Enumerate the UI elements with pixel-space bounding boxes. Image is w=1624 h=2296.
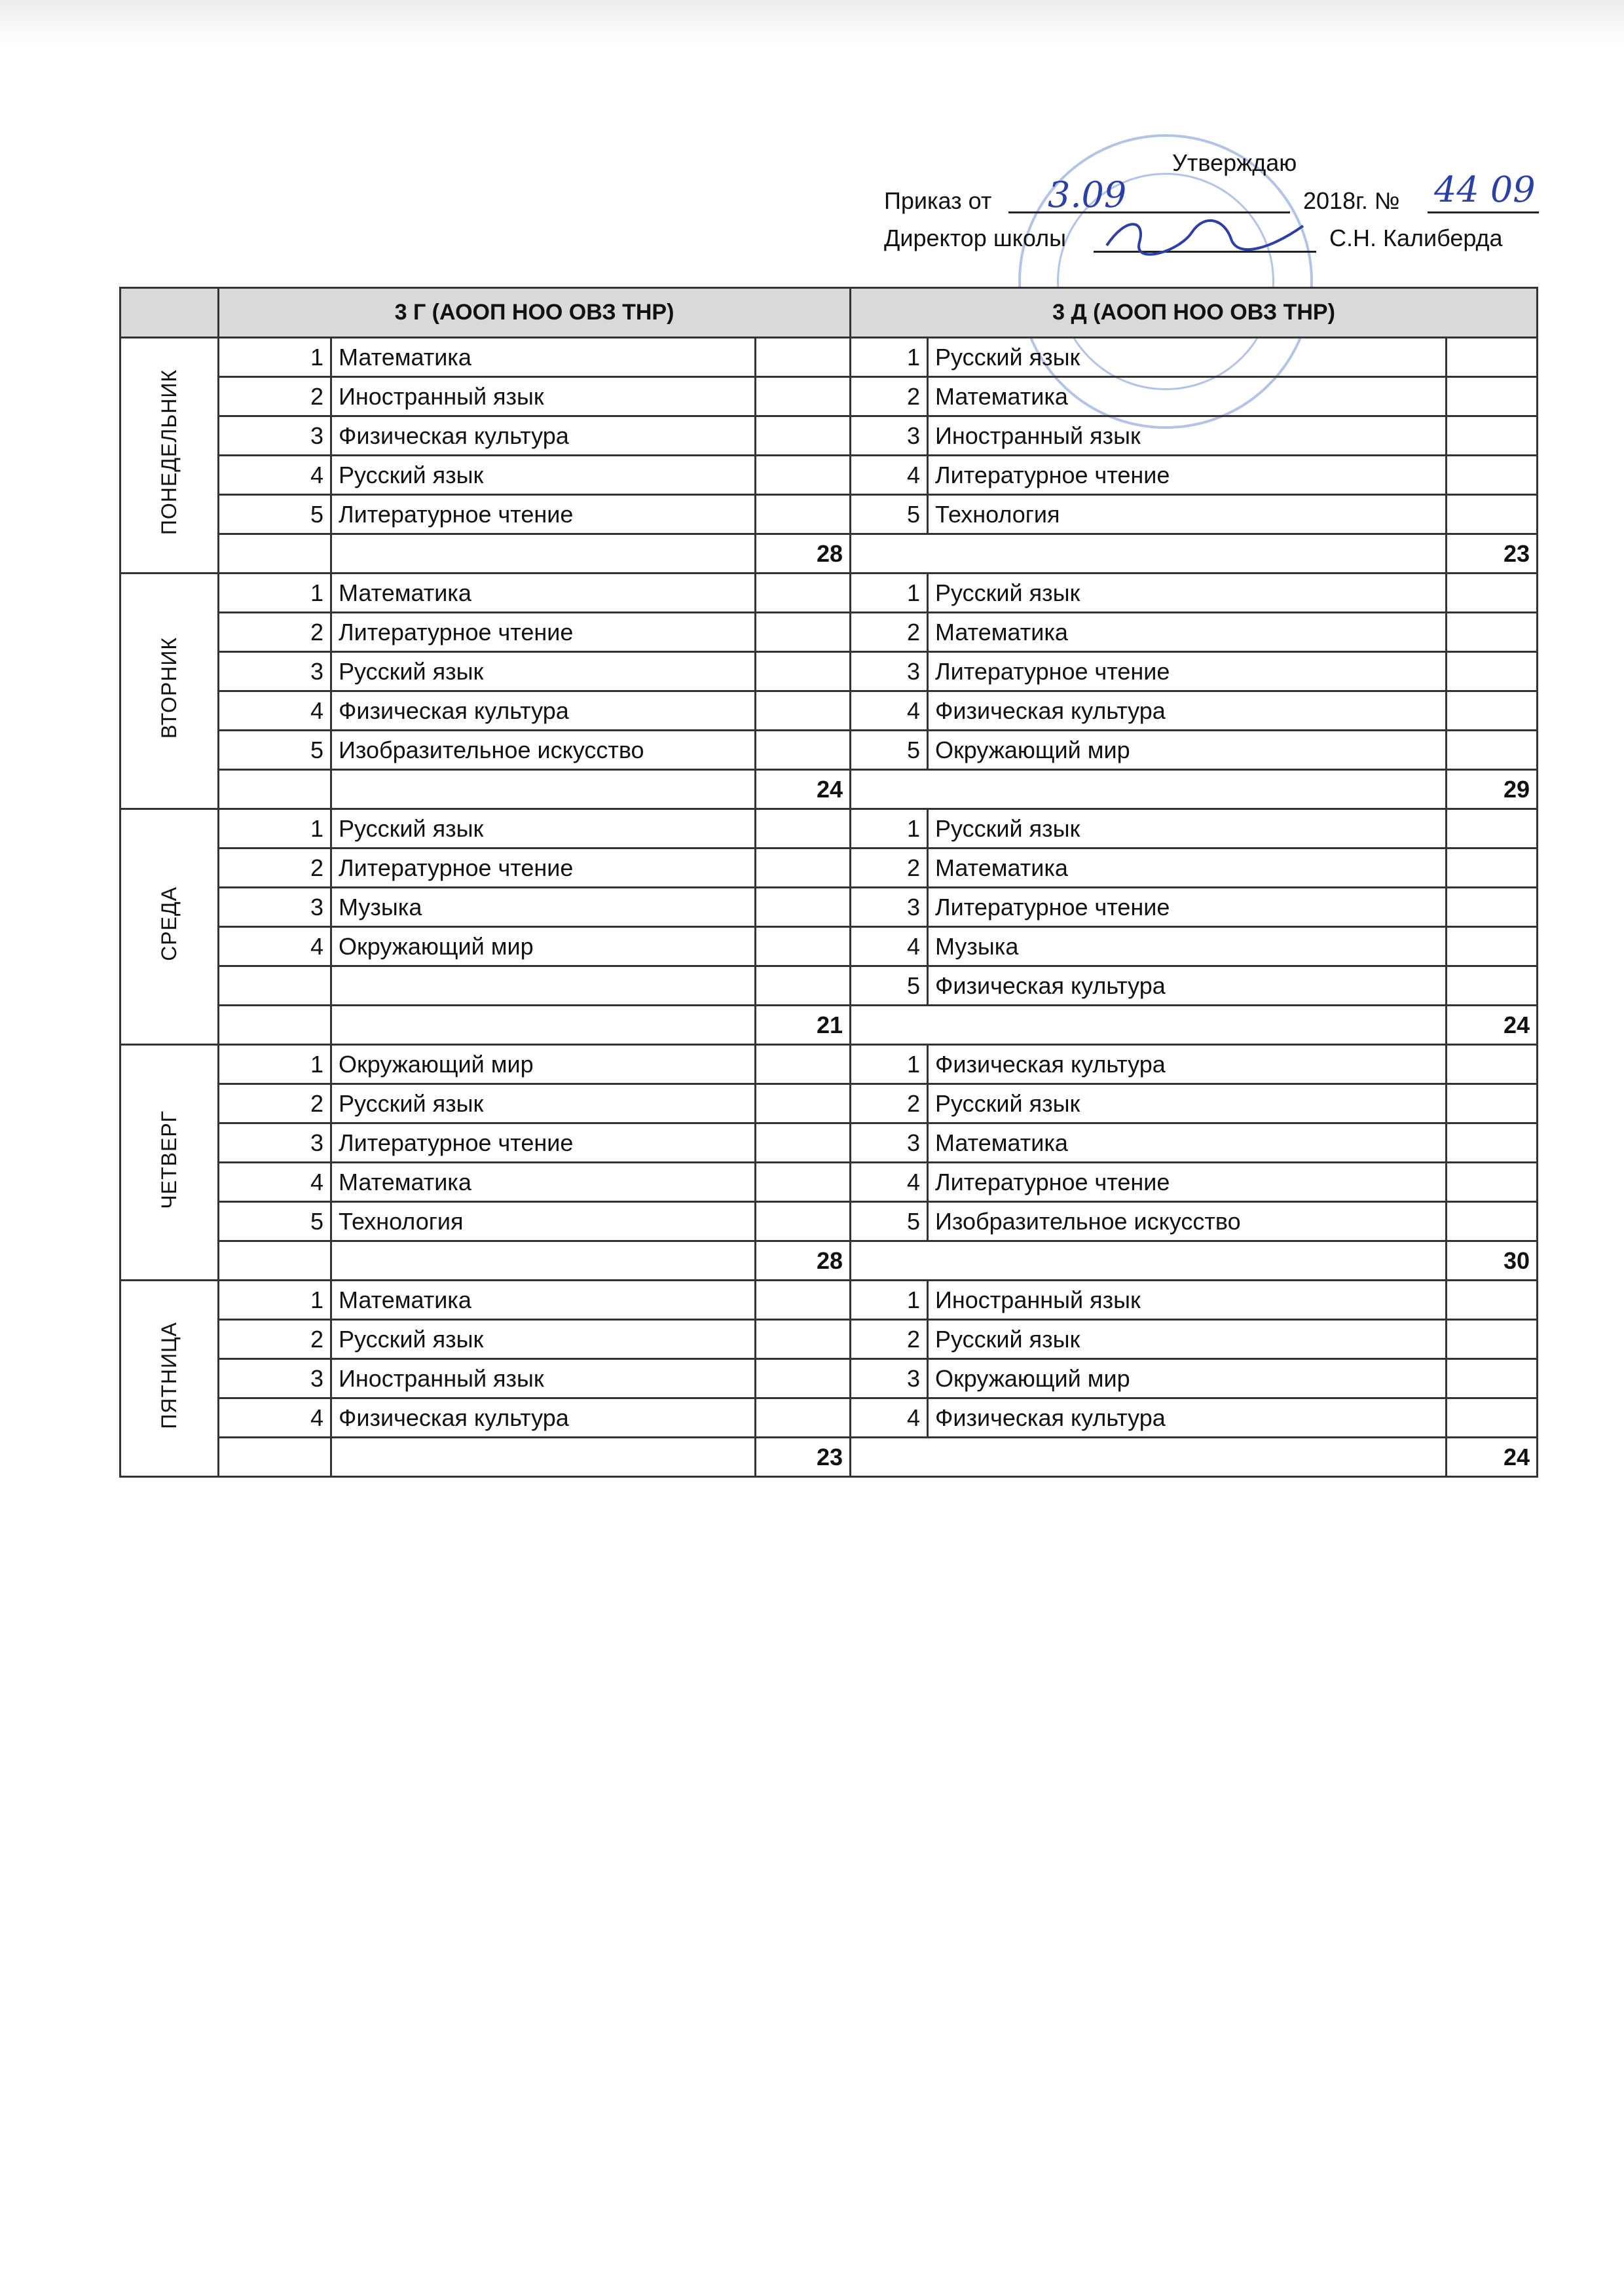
order-year: 2018г. № (1303, 187, 1400, 214)
subject-3d: Окружающий мир (928, 731, 1447, 770)
blank-cell (331, 1006, 756, 1045)
approval-block (884, 147, 1545, 265)
table-row (120, 1281, 1538, 1320)
day-label (120, 338, 219, 574)
subject-3g: Иностранный язык (331, 1359, 756, 1398)
lesson-number-3d: 2 (851, 1084, 928, 1123)
table-row (120, 338, 1538, 377)
hours-3d (1447, 416, 1538, 456)
blank-cell (331, 770, 756, 809)
lesson-number-3d: 3 (851, 1359, 928, 1398)
subject-3d: Изобразительное искусство (928, 1202, 1447, 1241)
order-number-handwritten: 44 09 (1434, 169, 1536, 210)
hours-3g (756, 495, 851, 534)
lesson-number-3d: 3 (851, 652, 928, 691)
lesson-number-3g: 1 (219, 574, 331, 613)
blank-cell (219, 1241, 331, 1281)
day-total-3d: 23 (1447, 534, 1538, 574)
lesson-number-3g: 5 (219, 731, 331, 770)
table-row (120, 966, 1538, 1006)
day-label (120, 1045, 219, 1281)
schedule-table (119, 287, 1538, 1478)
hours-3d (1447, 731, 1538, 770)
subject-3d: Математика (928, 848, 1447, 888)
director-signature (1100, 213, 1310, 259)
day-name: ПЯТНИЦА (157, 1322, 181, 1429)
class-header-3g: 3 Г (АООП НОО ОВЗ ТНР) (219, 288, 851, 338)
hours-3d (1447, 1202, 1538, 1241)
lesson-number-3d: 5 (851, 966, 928, 1006)
lesson-number-3g: 1 (219, 1045, 331, 1084)
hours-3d (1447, 377, 1538, 416)
header-row (120, 288, 1538, 338)
hours-3g (756, 1320, 851, 1359)
lesson-number-3g: 4 (219, 691, 331, 731)
table-row (120, 1202, 1538, 1241)
subject-3g: Физическая культура (331, 1398, 756, 1438)
hours-3d (1447, 1163, 1538, 1202)
table-row (120, 888, 1538, 927)
hours-3g (756, 1359, 851, 1398)
hours-3g (756, 1163, 851, 1202)
table-row (120, 809, 1538, 848)
hours-3d (1447, 574, 1538, 613)
lesson-number-3g: 1 (219, 1281, 331, 1320)
lesson-number-3d: 1 (851, 574, 928, 613)
subject-3d: Русский язык (928, 1320, 1447, 1359)
subject-3g (331, 966, 756, 1006)
lesson-number-3g: 2 (219, 613, 331, 652)
order-date-handwritten: 3.09 (1048, 174, 1127, 215)
hours-3g (756, 1123, 851, 1163)
day-label (120, 1281, 219, 1477)
day-label (120, 574, 219, 809)
day-total-3d: 30 (1447, 1241, 1538, 1281)
table-row (120, 652, 1538, 691)
subject-3d: Литературное чтение (928, 888, 1447, 927)
subject-3g: Русский язык (331, 809, 756, 848)
subject-3d: Математика (928, 377, 1447, 416)
day-total-3g: 21 (756, 1006, 851, 1045)
table-row (120, 1123, 1538, 1163)
lesson-number-3g: 4 (219, 456, 331, 495)
lesson-number-3d: 1 (851, 1045, 928, 1084)
lesson-number-3g: 3 (219, 416, 331, 456)
day-name: ПОНЕДЕЛЬНИК (157, 369, 181, 536)
hours-3g (756, 848, 851, 888)
lesson-number-3d: 3 (851, 1123, 928, 1163)
table-row (120, 927, 1538, 966)
hours-3g (756, 652, 851, 691)
lesson-number-3g: 3 (219, 1359, 331, 1398)
table-row (120, 574, 1538, 613)
lesson-number-3g: 1 (219, 338, 331, 377)
lesson-number-3g: 2 (219, 1320, 331, 1359)
lesson-number-3g: 5 (219, 495, 331, 534)
lesson-number-3d: 4 (851, 927, 928, 966)
table-row (120, 1359, 1538, 1398)
subject-3d: Литературное чтение (928, 1163, 1447, 1202)
lesson-number-3g: 4 (219, 1163, 331, 1202)
blank-cell (219, 1438, 331, 1477)
lesson-number-3d: 5 (851, 731, 928, 770)
subject-3d: Технология (928, 495, 1447, 534)
scan-shadow (0, 0, 1624, 46)
subject-3d: Литературное чтение (928, 652, 1447, 691)
blank-cell (851, 1241, 1447, 1281)
lesson-number-3d: 4 (851, 1398, 928, 1438)
director-name: С.Н. Калиберда (1329, 225, 1503, 251)
lesson-number-3d: 4 (851, 691, 928, 731)
lesson-number-3g: 4 (219, 1398, 331, 1438)
hours-3d (1447, 1281, 1538, 1320)
total-row (120, 770, 1538, 809)
hours-3d (1447, 1084, 1538, 1123)
lesson-number-3g: 2 (219, 1084, 331, 1123)
day-name: СРЕДА (157, 886, 181, 961)
subject-3d: Математика (928, 1123, 1447, 1163)
subject-3d: Литературное чтение (928, 456, 1447, 495)
hours-3d (1447, 456, 1538, 495)
subject-3g: Математика (331, 574, 756, 613)
hours-3d (1447, 652, 1538, 691)
hours-3g (756, 1202, 851, 1241)
lesson-number-3d: 2 (851, 377, 928, 416)
subject-3d: Иностранный язык (928, 1281, 1447, 1320)
table-row (120, 495, 1538, 534)
table-row (120, 456, 1538, 495)
hours-3d (1447, 1123, 1538, 1163)
subject-3d: Физическая культура (928, 1398, 1447, 1438)
subject-3g: Окружающий мир (331, 927, 756, 966)
lesson-number-3g: 5 (219, 1202, 331, 1241)
hours-3d (1447, 966, 1538, 1006)
day-total-3g: 28 (756, 1241, 851, 1281)
subject-3g: Русский язык (331, 456, 756, 495)
hours-3g (756, 416, 851, 456)
subject-3g: Физическая культура (331, 416, 756, 456)
hours-3d (1447, 1359, 1538, 1398)
blank-cell (851, 770, 1447, 809)
hours-3d (1447, 1398, 1538, 1438)
blank-cell (331, 1241, 756, 1281)
hours-3g (756, 1281, 851, 1320)
day-name: ЧЕТВЕРГ (157, 1110, 181, 1209)
blank-cell (851, 1438, 1447, 1477)
table-row (120, 377, 1538, 416)
lesson-number-3g: 2 (219, 848, 331, 888)
lesson-number-3d: 1 (851, 338, 928, 377)
lesson-number-3g: 4 (219, 927, 331, 966)
lesson-number-3d: 4 (851, 456, 928, 495)
hours-3d (1447, 809, 1538, 848)
hours-3g (756, 338, 851, 377)
subject-3g: Литературное чтение (331, 495, 756, 534)
subject-3d: Русский язык (928, 338, 1447, 377)
lesson-number-3d: 1 (851, 1281, 928, 1320)
blank-cell (331, 534, 756, 574)
subject-3g: Окружающий мир (331, 1045, 756, 1084)
subject-3g: Технология (331, 1202, 756, 1241)
subject-3d: Физическая культура (928, 1045, 1447, 1084)
lesson-number-3d: 5 (851, 1202, 928, 1241)
day-label (120, 809, 219, 1045)
subject-3d: Физическая культура (928, 966, 1447, 1006)
day-total-3d: 24 (1447, 1006, 1538, 1045)
hours-3g (756, 574, 851, 613)
subject-3d: Иностранный язык (928, 416, 1447, 456)
day-total-3g: 24 (756, 770, 851, 809)
lesson-number-3g: 1 (219, 809, 331, 848)
table-row (120, 1163, 1538, 1202)
subject-3d: Окружающий мир (928, 1359, 1447, 1398)
day-total-3d: 29 (1447, 770, 1538, 809)
blank-cell (219, 1006, 331, 1045)
lesson-number-3d: 3 (851, 888, 928, 927)
hours-3d (1447, 1045, 1538, 1084)
class-header-3d: 3 Д (АООП НОО ОВЗ ТНР) (851, 288, 1538, 338)
blank-cell (219, 534, 331, 574)
total-row (120, 1006, 1538, 1045)
hours-3d (1447, 848, 1538, 888)
hours-3g (756, 1084, 851, 1123)
subject-3g: Иностранный язык (331, 377, 756, 416)
blank-cell (331, 1438, 756, 1477)
subject-3d: Физическая культура (928, 691, 1447, 731)
hours-3g (756, 377, 851, 416)
table-row (120, 691, 1538, 731)
blank-cell (851, 534, 1447, 574)
hours-3d (1447, 495, 1538, 534)
subject-3d: Русский язык (928, 1084, 1447, 1123)
lesson-number-3d: 2 (851, 1320, 928, 1359)
hours-3d (1447, 613, 1538, 652)
lesson-number-3g: 3 (219, 888, 331, 927)
subject-3g: Математика (331, 338, 756, 377)
order-prefix: Приказ от (884, 187, 992, 214)
subject-3g: Русский язык (331, 1320, 756, 1359)
subject-3g: Литературное чтение (331, 613, 756, 652)
table-row (120, 613, 1538, 652)
hours-3g (756, 809, 851, 848)
hours-3g (756, 613, 851, 652)
lesson-number-3d: 3 (851, 416, 928, 456)
hours-3g (756, 888, 851, 927)
hours-3d (1447, 888, 1538, 927)
day-total-3d: 24 (1447, 1438, 1538, 1477)
hours-3g (756, 966, 851, 1006)
hours-3d (1447, 1320, 1538, 1359)
lesson-number-3g (219, 966, 331, 1006)
lesson-number-3d: 5 (851, 495, 928, 534)
table-row (120, 1398, 1538, 1438)
corner-cell (120, 288, 219, 338)
lesson-number-3g: 2 (219, 377, 331, 416)
table-row (120, 1084, 1538, 1123)
subject-3g: Русский язык (331, 1084, 756, 1123)
hours-3d (1447, 691, 1538, 731)
subject-3g: Литературное чтение (331, 848, 756, 888)
director-label: Директор школы (884, 225, 1066, 251)
total-row (120, 1438, 1538, 1477)
subject-3g: Изобразительное искусство (331, 731, 756, 770)
blank-cell (219, 770, 331, 809)
lesson-number-3g: 3 (219, 652, 331, 691)
subject-3d: Русский язык (928, 574, 1447, 613)
day-name: ВТОРНИК (157, 637, 181, 739)
table-row (120, 1320, 1538, 1359)
hours-3g (756, 1045, 851, 1084)
order-number-line (1428, 211, 1539, 213)
hours-3g (756, 691, 851, 731)
total-row (120, 534, 1538, 574)
table-row (120, 1045, 1538, 1084)
table-row (120, 416, 1538, 456)
day-total-3g: 28 (756, 534, 851, 574)
lesson-number-3d: 2 (851, 848, 928, 888)
hours-3g (756, 456, 851, 495)
subject-3d: Математика (928, 613, 1447, 652)
lesson-number-3d: 4 (851, 1163, 928, 1202)
hours-3g (756, 731, 851, 770)
subject-3g: Русский язык (331, 652, 756, 691)
blank-cell (851, 1006, 1447, 1045)
subject-3d: Музыка (928, 927, 1447, 966)
subject-3g: Математика (331, 1163, 756, 1202)
lesson-number-3d: 1 (851, 809, 928, 848)
hours-3d (1447, 927, 1538, 966)
lesson-number-3d: 2 (851, 613, 928, 652)
table-row (120, 848, 1538, 888)
subject-3g: Музыка (331, 888, 756, 927)
day-total-3g: 23 (756, 1438, 851, 1477)
hours-3g (756, 927, 851, 966)
total-row (120, 1241, 1538, 1281)
subject-3d: Русский язык (928, 809, 1447, 848)
hours-3g (756, 1398, 851, 1438)
subject-3g: Литературное чтение (331, 1123, 756, 1163)
schedule-body (120, 338, 1538, 1477)
subject-3g: Математика (331, 1281, 756, 1320)
approve-label: Утверждаю (1172, 149, 1297, 176)
lesson-number-3g: 3 (219, 1123, 331, 1163)
subject-3g: Физическая культура (331, 691, 756, 731)
table-row (120, 731, 1538, 770)
hours-3d (1447, 338, 1538, 377)
